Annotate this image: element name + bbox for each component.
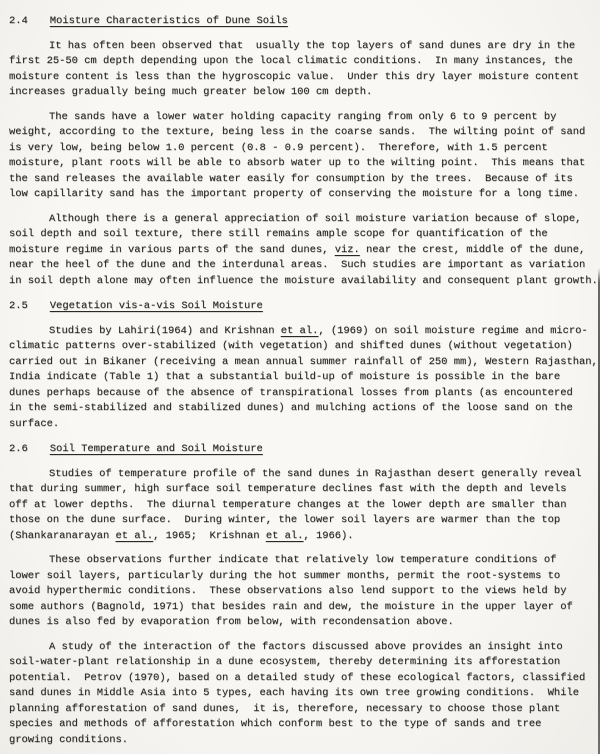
text-line bbox=[9, 258, 594, 274]
text-segment: species and methods of afforestation which conform best to the type of sands and tree bbox=[9, 718, 542, 730]
text-line bbox=[9, 172, 594, 188]
paragraph bbox=[9, 467, 594, 545]
text-line bbox=[9, 717, 594, 733]
text-line bbox=[9, 85, 594, 101]
section-number: 2.4 bbox=[9, 15, 28, 27]
text-segment: soil-water-plant relationship in a dune ecosystem, thereby determining its afforestation bbox=[9, 656, 561, 668]
underlined-text: viz. bbox=[334, 243, 360, 256]
text-segment: is very low, being below 1.0 percent (0.8 - 0.9 percent). Therefore, with 1.5 percent bbox=[9, 141, 548, 154]
text-segment: the sand releases the available water easily for consumption by the trees. Because of its bbox=[9, 172, 573, 185]
text-segment: in soil depth alone may often influence the moisture availability and consequent plant growth. bbox=[9, 274, 598, 287]
text-line bbox=[9, 339, 594, 355]
text-segment: It has often been observed that usually the top layers of sand dunes are dry in the bbox=[49, 39, 576, 52]
text-segment: some authors (Bagnold, 1971) that besides rain and dew, the moisture in the upper layer of bbox=[9, 600, 573, 613]
text-line bbox=[9, 110, 594, 126]
section-body bbox=[9, 324, 598, 433]
paragraph bbox=[9, 110, 594, 203]
text-segment: low capillarity sand has the important property of conserving the moisture for a long time. bbox=[9, 188, 579, 200]
section-title: Moisture Characteristics of Dune Soils bbox=[49, 15, 288, 27]
text-line bbox=[9, 187, 594, 203]
text-line bbox=[9, 702, 594, 718]
text-segment: , 1965; Krishnan bbox=[153, 529, 266, 542]
text-segment: lower soil layers, particularly during the hot summer months, permit the root-systems to bbox=[9, 569, 561, 582]
section-number: 2.6 bbox=[9, 443, 28, 455]
text-line bbox=[9, 467, 594, 483]
text-line bbox=[9, 274, 598, 290]
section-number: 2.5 bbox=[9, 300, 28, 312]
text-segment: potential. Petrov (1970), based on a detailed study of these ecological factors, classified bbox=[9, 671, 586, 684]
text-segment: moisture, plant roots will be able to absorb water up to the wilting point. This means that bbox=[9, 157, 586, 169]
underlined-text: et al. bbox=[115, 529, 154, 542]
text-segment: moisture regime in various parts of the sand dunes, bbox=[9, 243, 335, 256]
text-line bbox=[9, 156, 594, 172]
text-segment: Studies by Lahiri(1964) and Krishnan bbox=[49, 324, 281, 337]
text-segment: moisture content is less than the hygroscopic value. Under this dry layer moisture content bbox=[9, 70, 579, 83]
text-line bbox=[9, 141, 594, 157]
text-segment: those on the dune surface. During winter, the lower soil layers are warmer than the top bbox=[9, 514, 561, 526]
text-segment: first 25-50 cm depth depending upon the local climatic conditions. In many instances, the bbox=[9, 55, 573, 67]
text-segment: Although there is a general appreciation of soil moisture variation because of slope, bbox=[49, 212, 582, 225]
section-heading bbox=[9, 14, 594, 30]
text-segment: planning afforestation of sand dunes, it is, therefore, necessary to choose those plant bbox=[9, 702, 561, 715]
section-2-4 bbox=[9, 14, 598, 289]
text-segment: dunes perhaps because of the absence of transpirational losses from plants (as encountered bbox=[9, 386, 573, 399]
text-segment: These observations further indicate that relatively low temperature conditions of bbox=[49, 554, 557, 566]
text-segment: off at lower depths. The diurnal temperature changes at the lower depth are smaller than bbox=[9, 498, 567, 511]
text-segment: India indicate (Table 1) that a substantial build-up of moisture is possible in the bare bbox=[9, 371, 561, 383]
paragraph bbox=[9, 39, 594, 101]
text-segment: Studies of temperature profile of the sand dunes in Rajasthan desert generally reveal bbox=[49, 467, 582, 480]
section-title: Soil Temperature and Soil Moisture bbox=[49, 443, 263, 455]
text-segment: avoid hyperthermic conditions. These observations also lend support to the views held by bbox=[9, 585, 567, 597]
text-segment: The sands have a lower water holding capacity ranging from only 6 to 9 percent by bbox=[49, 110, 557, 123]
text-segment: A study of the interaction of the factors discussed above provides an insight into bbox=[49, 640, 563, 653]
paragraph bbox=[9, 212, 598, 290]
text-line bbox=[9, 482, 594, 498]
underlined-text: et al. bbox=[265, 529, 304, 542]
text-segment: that during summer, high surface soil temperature declines fast with the depth and levels bbox=[9, 483, 567, 495]
text-line bbox=[9, 569, 594, 585]
text-segment: increases gradually being much greater below 100 cm depth. bbox=[9, 86, 373, 98]
text-line bbox=[9, 655, 594, 671]
text-line bbox=[9, 39, 594, 55]
text-line bbox=[9, 640, 594, 656]
text-segment: carried out in Bikaner (receiving a mean annual summer rainfall of 250 mm), Western Rajasthan, bbox=[9, 355, 598, 368]
text-line bbox=[9, 227, 594, 243]
text-line bbox=[9, 212, 594, 228]
text-line bbox=[9, 498, 594, 514]
paragraph bbox=[9, 553, 594, 631]
text-line bbox=[9, 243, 594, 259]
text-line bbox=[9, 529, 594, 545]
text-line bbox=[9, 671, 594, 687]
text-segment: climatic patterns over-stabilized (with vegetation) and shifted dunes (without vegetation) bbox=[9, 340, 573, 352]
text-segment: growing conditions. bbox=[9, 733, 129, 746]
text-segment: (Shankaranarayan bbox=[9, 529, 116, 542]
text-line bbox=[9, 553, 594, 569]
text-line bbox=[9, 686, 594, 702]
text-segment: soil depth and soil texture, there still remains ample scope for quantification of the bbox=[9, 228, 548, 240]
section-2-6 bbox=[9, 442, 594, 748]
text-line bbox=[9, 513, 594, 529]
section-heading bbox=[9, 442, 594, 458]
text-line bbox=[9, 733, 594, 749]
text-segment: surface. bbox=[9, 417, 60, 430]
text-line bbox=[9, 417, 594, 433]
text-segment: dunes is also fed by evaporation from below, with recondensation above. bbox=[9, 616, 454, 628]
text-line bbox=[9, 401, 594, 417]
text-line bbox=[9, 370, 594, 386]
section-heading bbox=[9, 299, 594, 315]
text-line bbox=[9, 324, 594, 340]
section-2-5 bbox=[9, 299, 598, 432]
section-title: Vegetation vis-a-vis Soil Moisture bbox=[49, 300, 263, 312]
text-line bbox=[9, 584, 594, 600]
text-segment: , (1969) on soil moisture regime and micro- bbox=[318, 324, 588, 337]
text-line bbox=[9, 615, 594, 631]
section-body bbox=[9, 467, 594, 749]
section-body bbox=[9, 39, 598, 290]
text-line bbox=[9, 600, 594, 616]
text-segment: weight, according to the texture, being less in the coarse sands. The wilting point of sand bbox=[9, 126, 586, 138]
underlined-text: et al. bbox=[280, 324, 319, 337]
text-line bbox=[9, 70, 594, 86]
paragraph bbox=[9, 324, 598, 433]
text-segment: in the semi-stabilized and stabilized dunes) and mulching actions of the loose sand on the bbox=[9, 402, 573, 414]
text-line bbox=[9, 355, 598, 371]
text-segment: , 1966). bbox=[303, 529, 354, 542]
text-line bbox=[9, 125, 594, 141]
text-line bbox=[9, 54, 594, 70]
text-segment: near the crest, middle of the dune, bbox=[359, 243, 586, 256]
paragraph bbox=[9, 640, 594, 749]
text-line bbox=[9, 386, 594, 402]
text-segment: near the heel of the dune and the interdunal areas. Such studies are important as variation bbox=[9, 259, 586, 271]
text-segment: sand dunes in Middle Asia into 5 types, each having its own tree growing conditions. While bbox=[9, 687, 579, 699]
